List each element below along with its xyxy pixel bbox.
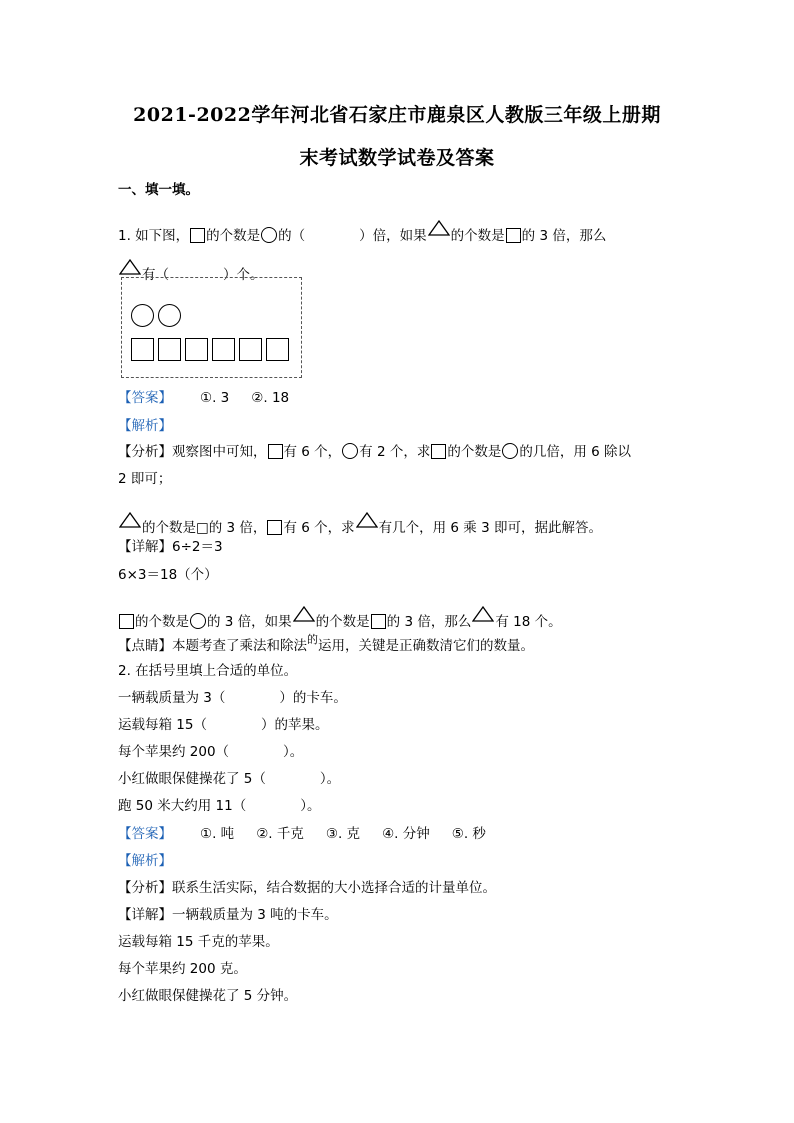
figure-square-icon: [212, 338, 235, 361]
q2-analysis-tag: 【解析】: [118, 853, 172, 869]
answer-item: ②. 18: [251, 390, 290, 406]
document-title-line-1: 2021-2022学年河北省石家庄市鹿泉区人教版三年级上册期: [133, 104, 661, 126]
figure-circle-icon: [158, 304, 181, 327]
square-icon: [119, 614, 134, 629]
q2-detail-line-4: 小红做眼保健操花了 5 分钟。: [118, 988, 298, 1004]
circle-icon: [190, 613, 206, 629]
q2-fenxi: [118, 879, 496, 897]
square-icon: [190, 228, 205, 243]
triangle-icon: [293, 606, 315, 622]
circle-icon: [502, 443, 518, 459]
q1-text: 的 3 倍，那么: [521, 228, 607, 244]
section-heading: 一、填一填。: [118, 182, 199, 198]
fenxi-text: 有 2 个，求: [359, 444, 431, 460]
q1-fenxi-line-2: 2 即可；: [118, 471, 172, 487]
triangle-icon: [119, 512, 141, 528]
q2-item-5: 跑 50 米大约用 11（ ）。: [118, 798, 321, 814]
q2-item-4: 小红做眼保健操花了 5（ ）。: [118, 771, 341, 787]
circle-icon: [261, 227, 277, 243]
answer-item: ④. 分钟: [382, 826, 430, 842]
fenxi-tag: 【分析】: [118, 444, 172, 460]
square-icon: [268, 444, 283, 459]
document-title-line-2: 末考试数学试卷及答案: [299, 147, 495, 169]
triangle-icon: [472, 606, 494, 622]
q2-answer: [118, 825, 486, 843]
detail-text: 的 3 倍，如果: [207, 614, 292, 630]
q1-answer: [118, 389, 289, 407]
triangle-icon: [428, 220, 450, 236]
q1-detail-line-3: [118, 606, 562, 631]
fenxi-text: 联系生活实际，结合数据的大小选择合适的计量单位。: [172, 880, 496, 896]
dianjing-superscript: 的: [307, 633, 318, 646]
figure-square-icon: [131, 338, 154, 361]
figure-square-icon: [158, 338, 181, 361]
q1-text: 有（ ）个。: [142, 267, 264, 283]
triangle-icon: [119, 259, 141, 275]
q1-detail-line-1: [118, 538, 223, 556]
circle-icon: [342, 443, 358, 459]
fenxi-text: 的几倍，用 6 除以: [519, 444, 632, 460]
q2-detail-line-3: 每个苹果约 200 克。: [118, 961, 247, 977]
q1-dianjing: [118, 633, 534, 656]
fenxi-text: 观察图中可知，: [172, 444, 267, 460]
answer-item: ①. 吨: [200, 826, 235, 842]
answer-item: ②. 千克: [256, 826, 304, 842]
square-icon: [267, 520, 282, 535]
q1-fenxi-line-1: [118, 443, 631, 461]
answer-tag: 【答案】: [118, 390, 172, 406]
fenxi-text: 有几个，用 6 乘 3 即可，据此解答。: [378, 520, 602, 536]
detail-text: 6÷2＝3: [172, 539, 223, 555]
square-icon: [431, 444, 446, 459]
answer-item: ③. 克: [325, 826, 361, 842]
q2-detail-line-1: [118, 906, 338, 924]
dianjing-text: 运用，关键是正确数清它们的数量。: [318, 638, 534, 654]
square-icon: [506, 228, 521, 243]
square-icon: [371, 614, 386, 629]
detail-text: 一辆载质量为 3 吨的卡车。: [172, 907, 338, 923]
detail-text: 有 18 个。: [495, 614, 562, 630]
detail-text: 的个数是: [135, 614, 189, 630]
answer-tag: 【答案】: [118, 826, 172, 842]
detail-text: 的个数是: [315, 614, 370, 630]
fenxi-tag: 【分析】: [118, 880, 172, 896]
figure-circle-icon: [131, 304, 154, 327]
fenxi-text: 的个数是□的 3 倍，: [142, 520, 267, 536]
q2-item-2: 运载每箱 15（ ）的苹果。: [118, 717, 329, 733]
q2-heading: 2. 在括号里填上合适的单位。: [118, 663, 298, 679]
q1-analysis-tag: 【解析】: [118, 418, 172, 434]
dianjing-text: 本题考查了乘法和除法: [172, 638, 307, 654]
q2-detail-line-2: 运载每箱 15 千克的苹果。: [118, 934, 279, 950]
q1-figure: [121, 277, 302, 378]
answer-item: ⑤. 秒: [451, 826, 486, 842]
answer-item: ①. 3: [200, 390, 230, 406]
figure-square-icon: [185, 338, 208, 361]
q1-detail-line-2: 6×3＝18（个）: [118, 567, 218, 583]
triangle-icon: [356, 512, 378, 528]
figure-square-icon: [239, 338, 262, 361]
fenxi-text: 的个数是: [447, 444, 502, 460]
q1-text: 的个数是: [450, 228, 505, 244]
q2-item-1: 一辆载质量为 3（ ）的卡车。: [118, 690, 347, 706]
figure-square-icon: [266, 338, 289, 361]
q1-fenxi-line-3: [118, 512, 602, 537]
fenxi-text: 有 6 个，: [283, 444, 342, 460]
q1-question-line-1: [118, 220, 606, 245]
detail-text: 的 3 倍，那么: [386, 614, 472, 630]
q2-item-3: 每个苹果约 200（ ）。: [118, 744, 304, 760]
q1-text: 的个数是: [206, 228, 261, 244]
detail-tag: 【详解】: [118, 539, 172, 555]
q1-text: 的（ ）倍，如果: [278, 228, 427, 244]
detail-tag: 【详解】: [118, 907, 172, 923]
fenxi-text: 有 6 个，求: [283, 520, 355, 536]
q1-text: 1. 如下图，: [118, 228, 190, 244]
dianjing-tag: 【点睛】: [118, 638, 172, 654]
